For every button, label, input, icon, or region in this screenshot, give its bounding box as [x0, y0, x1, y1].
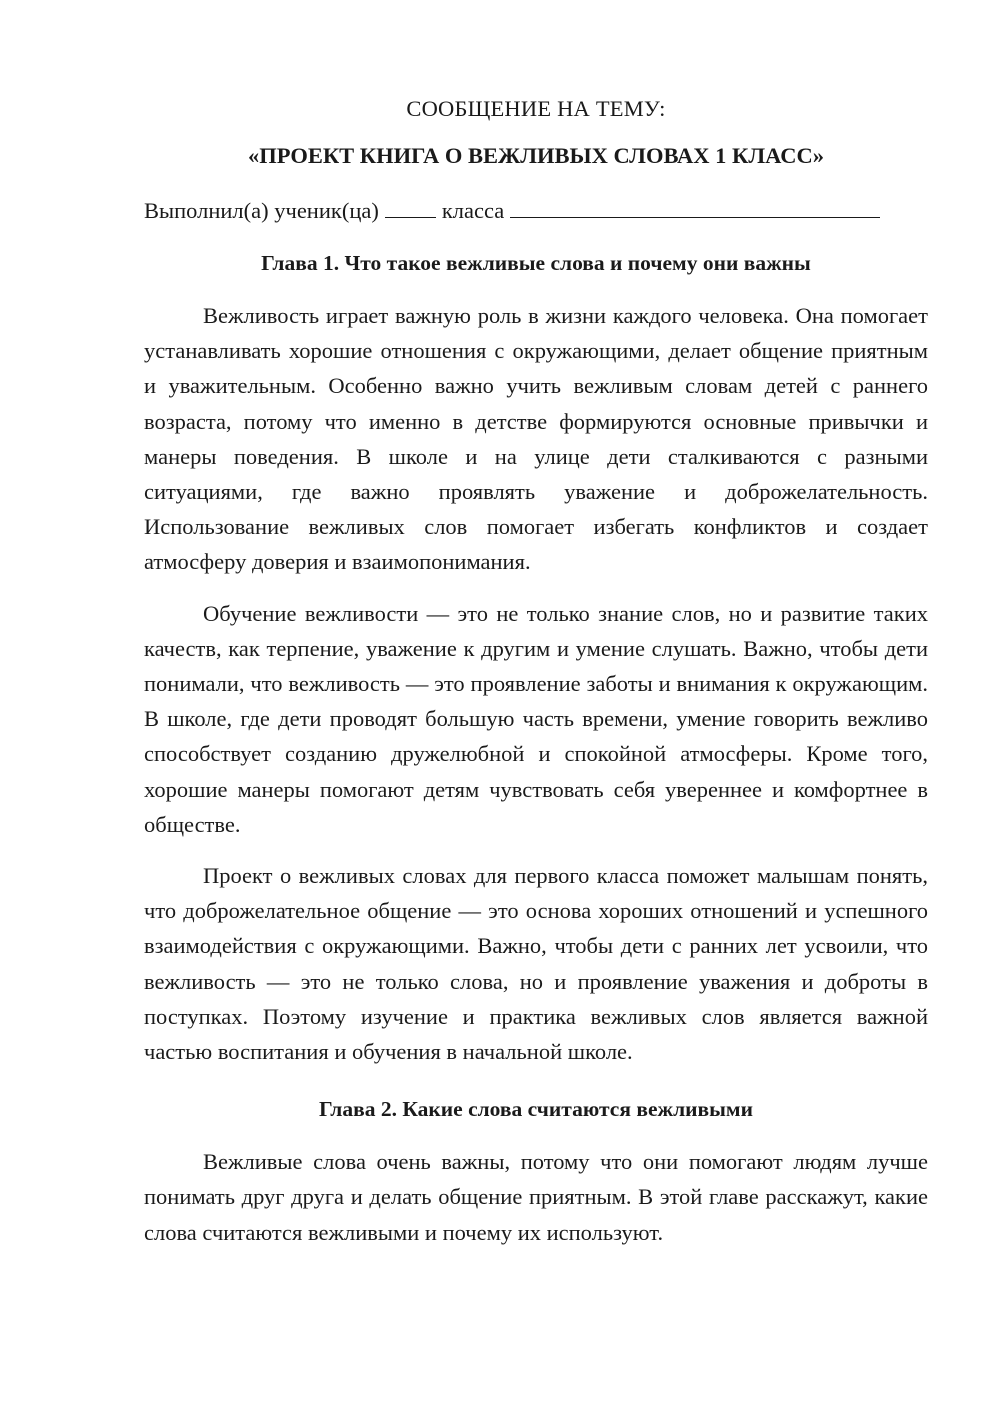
completed-by-label: Выполнил(а) ученик(ца)	[144, 198, 379, 223]
chapter-2-title: Глава 2. Какие слова считаются вежливыми	[319, 1097, 753, 1122]
document-page	[144, 92, 928, 1250]
chapter-1-paragraph-1: Вежливость играет важную роль в жизни каждого человека. Она помогает устанавливать хорошие отношения с окружающими, делает общение приятным и уважительным. Особенно важно учить вежливым словам детей с раннего возраста, потому что именно в детстве формируются основные привычки и манеры поведения. В школе и на улице дети сталкиваются с разными ситуациями, где важно проявлять уважение и доброжелательность. Использование вежливых слов помогает избегать конфликтов и создает атмосферу доверия и взаимопонимания.	[144, 303, 928, 575]
chapter-1-paragraph-2: Обучение вежливости — это не только знание слов, но и развитие таких качеств, как терпение, уважение к другим и умение слушать. Важно, чтобы дети понимали, что вежливость — это проявление заботы и внимания к окружающим. В школе, где дети проводят большую часть времени, умение говорить вежливо способствует созданию дружелюбной и спокойной атмосферы. Кроме того, хорошие манеры помогают детям чувствовать себя увереннее и комфортнее в обществе.	[144, 600, 928, 837]
chapter-1-paragraph-3: Проект о вежливых словах для первого класса поможет малышам понять, что доброжелательное общение — это основа хороших отношений и успешного взаимодействия с окружающими. Важно, чтобы дети с ранних лет усвоили, что вежливость — это не только слова, но и проявление уважения и доброты в поступках. Поэтому изучение и практика вежливых слов является важной частью воспитания и обучения в начальной школе.	[144, 863, 928, 1065]
chapter-1-title: Глава 1. Что такое вежливые слова и почему они важны	[261, 251, 811, 275]
class-number-blank	[385, 195, 436, 218]
student-name-blank	[510, 195, 880, 218]
student-info-line	[144, 194, 928, 227]
chapter-2-paragraph-1: Вежливые слова очень важны, потому что они помогают людям лучше понимать друг друга и делать общение приятным. В этой главе расскажут, какие слова считаются вежливыми и почему их используют.	[144, 1149, 928, 1245]
document-heading: СООБЩЕНИЕ НА ТЕМУ:	[406, 96, 666, 121]
class-label: класса	[441, 198, 505, 223]
document-title: «ПРОЕКТ КНИГА О ВЕЖЛИВЫХ СЛОВАХ 1 КЛАСС»	[247, 143, 824, 168]
